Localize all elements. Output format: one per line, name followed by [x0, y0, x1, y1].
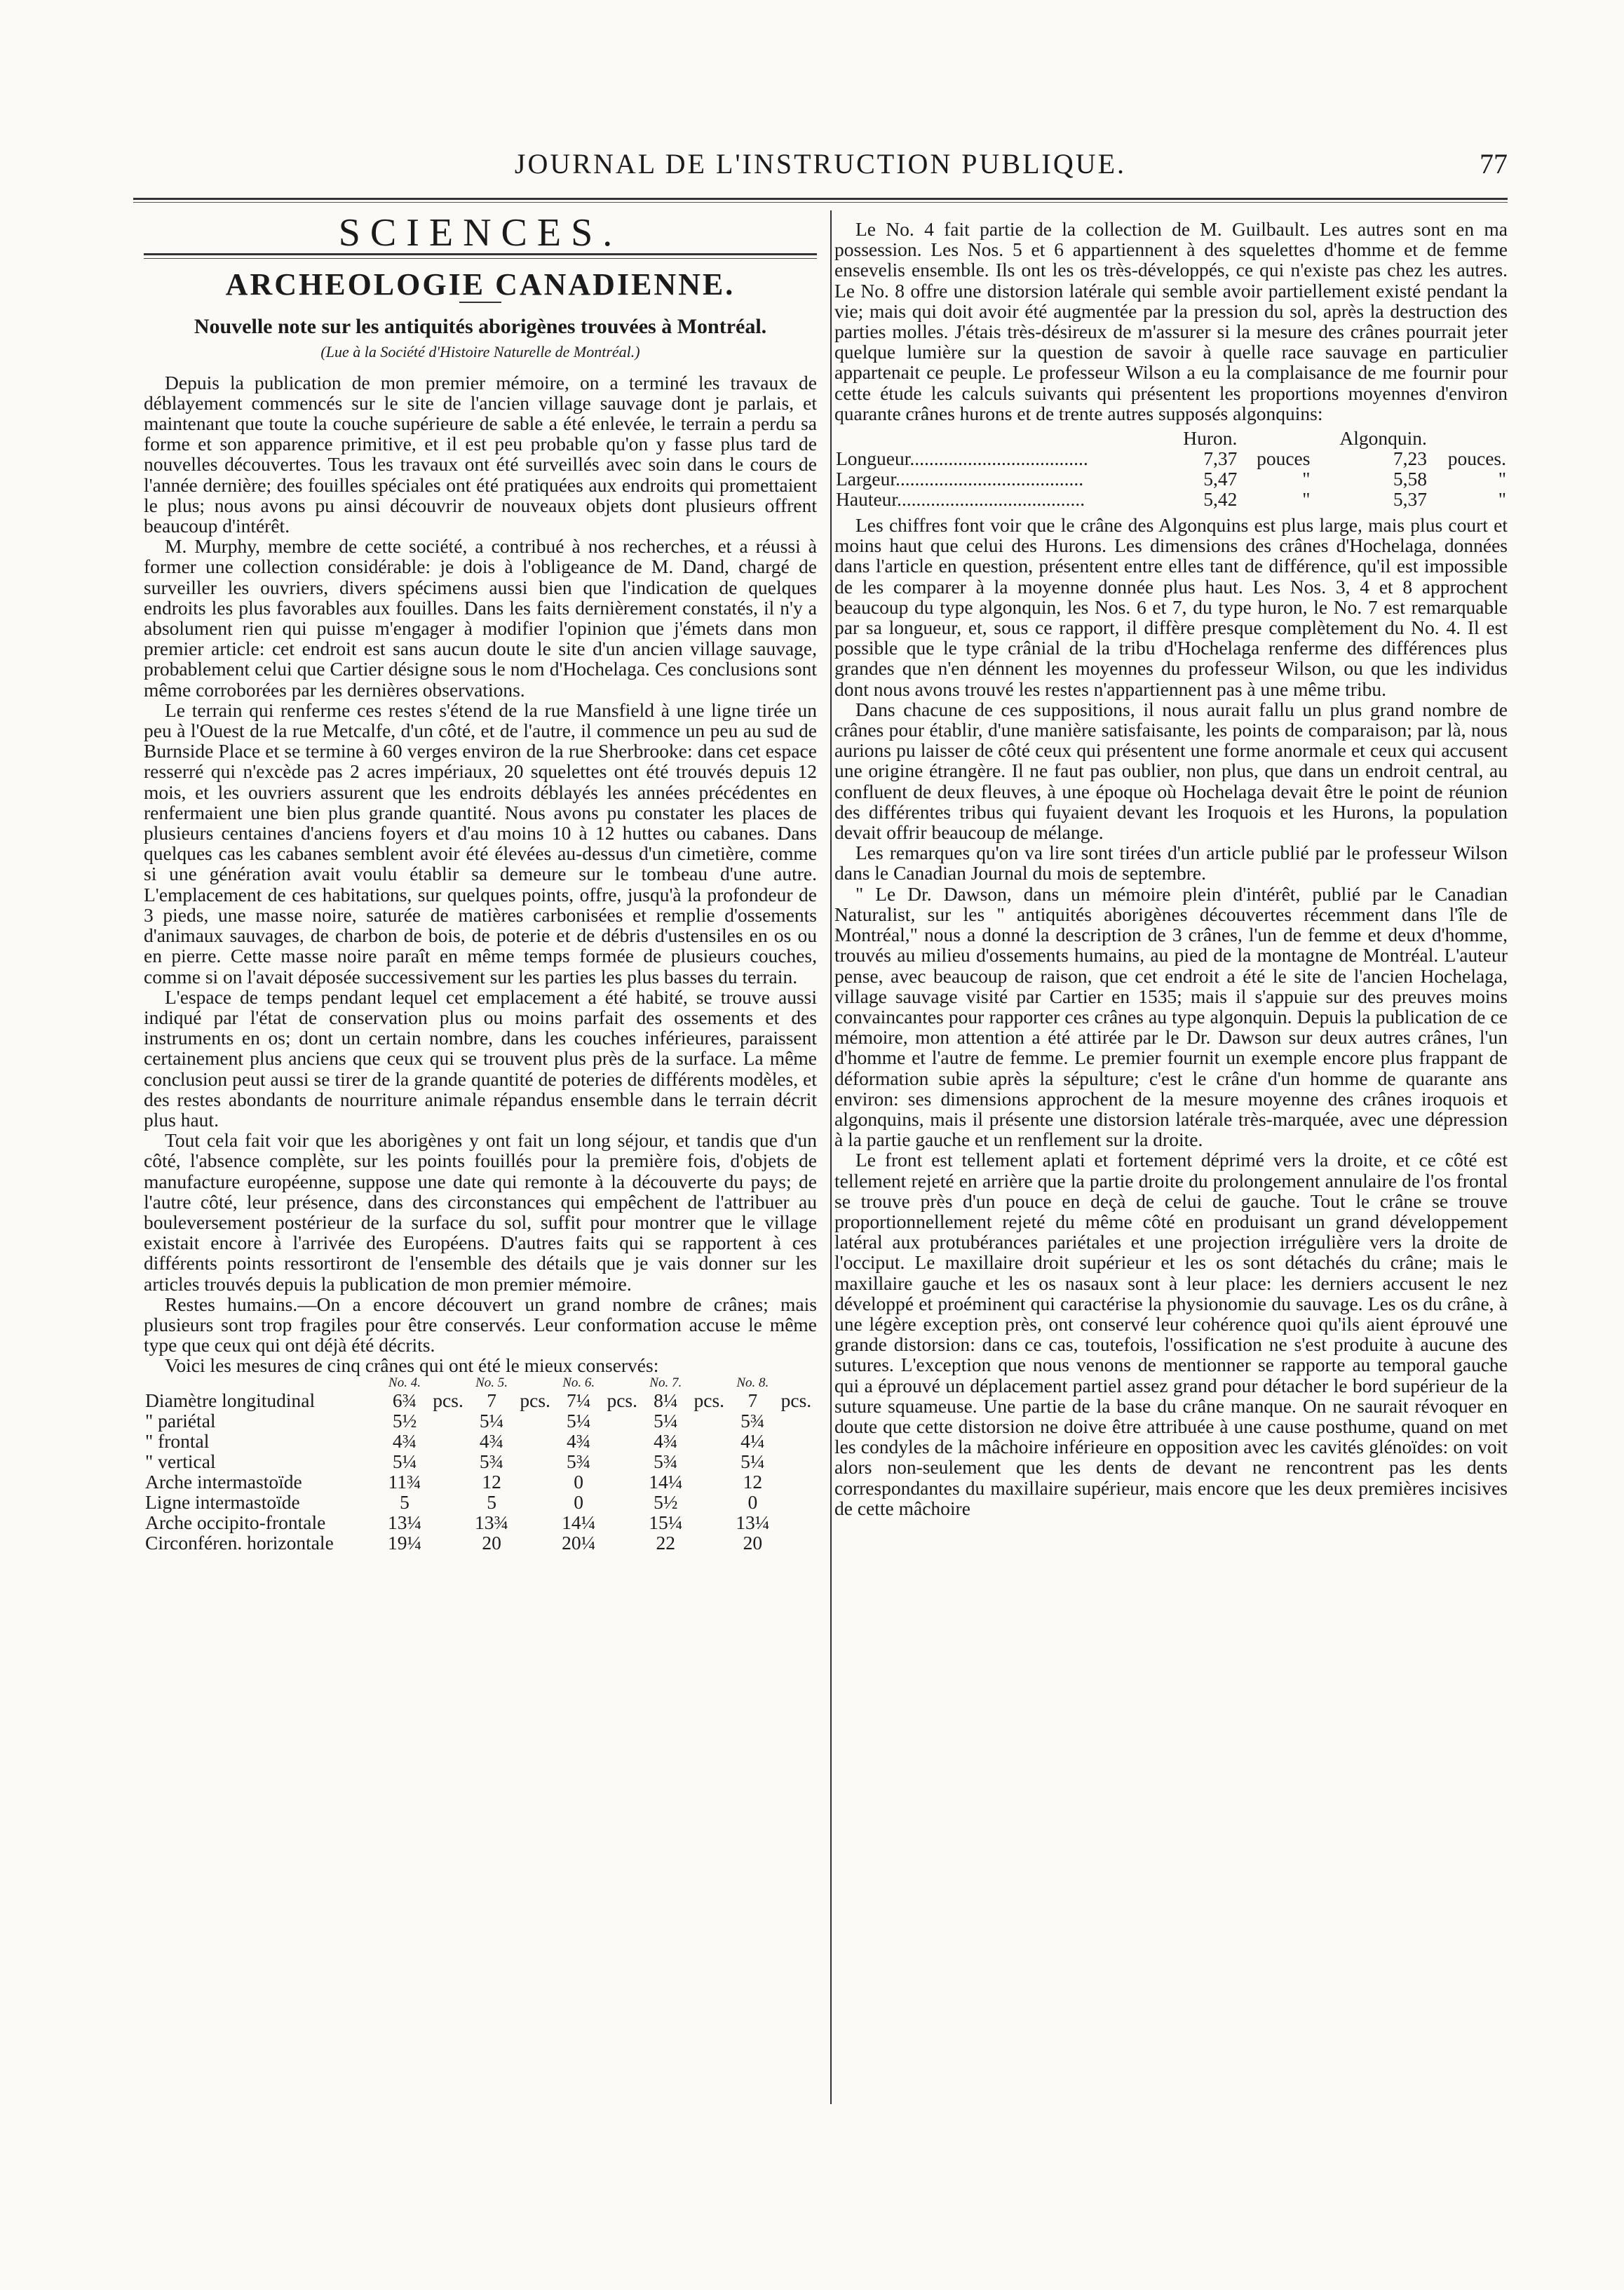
paragraph: Voici les mesures de cinq crânes qui ont été le mieux conservés: — [165, 1354, 659, 1377]
left-column — [144, 211, 817, 1554]
paragraph: Les remarques qu'on va lire sont tirées d'un article publié par le professeur Wilson dans le Canadian Journal du mois de septembre. — [834, 842, 1508, 884]
table-cell: pcs. — [607, 1389, 637, 1411]
table-cell — [515, 1492, 556, 1512]
paragraph: Les chiffres font voir que le crâne des Algonquins est plus large, mais plus court et moins haut que celui des Hurons. Les dimensions des crânes d'Hochelaga, données dans l'article en question, présentent entre elles tant de différence, qu'il est impossible de les comparer à la moyenne donnée plus haut. Les Nos. 3, 4 et 8 approchent beaucoup du type algonquin, les Nos. 6 et 7, du type huron, le No. 7 est remarquable par sa longueur, et, sous ce rapport, il diffère presque complètement du No. 4. Il est possible que le type crânial de la tribu d'Hochelaga renferme des différences plus grandes que n'en dénnent les moyennes du professeur Wilson, ou que les individus dont nous avons trouvé les restes n'appartiennent pas à une même tribu. — [834, 514, 1508, 700]
article-subtitle: Nouvelle note sur les antiquités aborigènes trouvées à Montréal. — [194, 315, 767, 339]
table-cell — [602, 1451, 643, 1471]
table-cell: 0 — [747, 1490, 758, 1513]
table-header-cell: Algonquin. — [1339, 427, 1427, 450]
table-cell — [602, 1533, 643, 1553]
table-header-cell — [1238, 428, 1311, 448]
table-header-cell: No. 4. — [388, 1375, 421, 1390]
article-title: ARCHEOLOGIE CANADIENNE. — [225, 267, 736, 302]
read-note: (Lue à la Société d'Histoire Naturelle de Montréal.) — [320, 343, 640, 361]
table-cell — [776, 1471, 817, 1492]
table-cell: 4¾ — [392, 1429, 417, 1452]
table-cell — [515, 1512, 556, 1533]
table-cell — [427, 1410, 468, 1431]
table-cell: Largeur....................................... — [836, 468, 1084, 490]
header-rule — [133, 198, 1508, 200]
table-cell: " frontal — [145, 1429, 210, 1452]
table-row — [834, 448, 1508, 469]
table-cell: 5,37 — [1393, 488, 1427, 511]
table-cell — [776, 1512, 817, 1533]
page-number: 77 — [1480, 148, 1508, 180]
table-cell: 0 — [574, 1490, 584, 1513]
table-row — [834, 469, 1508, 489]
table-header-cell: No. 6. — [562, 1375, 595, 1390]
table-cell: 7 — [747, 1389, 758, 1411]
table-cell: 12 — [743, 1470, 763, 1493]
paragraph: Restes humains.—On a encore découvert un grand nombre de crânes; mais plusieurs sont trop fragiles pour être conservés. Leur conformation accuse le même type que ceux qui ont déjà été décrits. — [144, 1293, 817, 1356]
table-cell — [776, 1492, 817, 1512]
paragraph: " Le Dr. Dawson, dans un mémoire plein d'intérêt, publié par le Canadian Naturalist, sur les " antiquités aborigènes découvertes récemment dans l'île de Montréal," nous a donné la description de 3 crânes, l'un de femme et deux d'homme, trouvés au milieu d'ossements humains, au pied de la montagne de Montréal. L'auteur pense, avec beaucoup de raison, que cet endroit a été le site de l'ancien Hochelaga, village sauvage visité par Cartier en 1535; mais il s'appuie sur des preuves moins convaincantes pour rapporter ces crânes au type algonquin. Depuis la publication de ce mémoire, mon attention a été attirée par le Dr. Dawson sur deux autres crânes, l'un d'homme et l'autre de femme. Le premier fournit un exemple encore plus frappant de déformation subie après la sépulture; c'est le crâne d'un homme de quarante ans environ: ses dimensions approchent de la mesure moyenne des crânes iroquois et algonquins, mais il présente une distorsion latérale très-marquée, avec une dépression à la partie gauche et un renflement sur la droite. — [834, 882, 1508, 1151]
table-cell: 12 — [482, 1470, 501, 1493]
table-cell — [776, 1410, 817, 1431]
table-cell: 20 — [743, 1531, 763, 1554]
table-cell: 0 — [574, 1470, 584, 1493]
table-cell: pcs. — [693, 1389, 725, 1411]
table-cell: Diamètre longitudinal — [145, 1389, 316, 1411]
huron-algonquin-body — [834, 448, 1508, 509]
table-cell — [427, 1431, 468, 1451]
table-cell: 8¼ — [654, 1389, 678, 1411]
paragraph: Depuis la publication de mon premier mémoire, on a terminé les travaux de déblayement commencés sur le site de l'ancien village sauvage dont je parlais, et maintenant que toute la couche supérieure de sable a été enlevée, le terrain a perdu sa forme et son apparence primitive, et il est peu probable qu'on y fasse plus tard de nouvelles découvertes. Tous les travaux ont été surveillés avec soin dans le cours de l'année dernière; des fouilles spéciales ont été pratiquées aux endroits qui promettaient le plus; nous avons pu ainsi découvrir de nouveaux objets dont plusieurs offrent beaucoup d'intérêt. — [144, 371, 817, 537]
table-cell — [776, 1431, 817, 1451]
table-cell — [689, 1512, 730, 1533]
table-cell: Arche occipito-frontale — [145, 1511, 326, 1533]
skull-measure-table — [144, 1376, 817, 1553]
table-header-cell — [776, 1376, 817, 1390]
paragraph: Le No. 4 fait partie de la collection de M. Guilbault. Les autres sont en ma possession. Les Nos. 5 et 6 appartiennent à des squelettes d'homme et de femme ensevelis ensemble. Ils ont les os très-développés, ce qui n'existe pas chez les autres. Le No. 8 offre une distorsion latérale qui semble avoir partiellement existé pendant la vie; mais qui doit avoir été augmentée par la pression du sol, après la destruction des parties molles. J'étais très-désireux de m'assurer si la mesure des crânes pourrait jeter quelque lumière sur la question de savoir à quelle race sauvage en particulier appartenait ce peuple. Le professeur Wilson a eu la complaisance de me fournir pour cette étude les calculs suivants qui présentent les proportions moyennes d'environ quarante crânes hurons et de trente autres supposés algonquins: — [834, 218, 1508, 424]
table-cell: 4¾ — [479, 1429, 504, 1452]
table-header-cell — [602, 1376, 643, 1390]
table-header-cell — [427, 1376, 468, 1390]
paragraph: Le terrain qui renferme ces restes s'étend de la rue Mansfield à une ligne tirée un peu à l'Ouest de la rue Metcalfe, d'un côté, et de l'autre, il commence un peu au sud de Burnside Place et se termine à 60 verges environ de la rue Sherbrooke: dans cet espace resserré qui n'excède pas 2 acres impériaux, 20 squelettes ont été trouvés depuis 12 mois, et les ouvriers assurent que les endroits déblayés les années précédentes en renfermaient une bien plus grande quantité. Nous avons pu constater les places de plusieurs centaines d'anciens foyers et d'au moins 10 à 12 huttes ou cabanes. Dans quelques cas les cabanes semblent avoir été élevées au-dessus d'un cimetière, comme si une génération avait voulu établir sa demeure sur le tombeau d'une autre. L'emplacement de ces habitations, sur quelques points, offre, jusqu'à la profondeur de 3 pieds, une masse noire, saturée de matières carbonisées et remplie d'ossements d'animaux sauvages, de charbon de bois, de poterie et de débris d'ustensiles en os ou en pierre. Cette masse noire paraît en même temps formée de plusieurs couches, comme si on l'avait déposée successivement sur les parties les plus basses du terrain. — [144, 699, 817, 988]
table-cell: " vertical — [145, 1450, 216, 1472]
table-cell: 5¼ — [392, 1450, 417, 1472]
table-cell: " — [1302, 468, 1311, 490]
table-header-cell: No. 5. — [475, 1375, 508, 1390]
table-cell: 11¾ — [388, 1470, 421, 1493]
table-cell — [689, 1492, 730, 1512]
table-cell: 19¼ — [387, 1531, 422, 1554]
paragraph: Dans chacune de ces suppositions, il nous aurait fallu un plus grand nombre de crânes pour établir, d'une manière satisfaisante, les points de comparaison; par là, nous aurions pu laisser de côté ceux qui présentent une forme anormale et ceux qui accusent une origine étrangère. Il ne faut pas oublier, non plus, que dans un endroit central, au confluent de deux fleuves, à une époque où Hochelaga devait être le point de réunion des différentes tribus qui fuyaient devant les Iroquois et les Hurons, la population devait offrir beaucoup de mélange. — [834, 698, 1508, 844]
table-cell: 5½ — [392, 1409, 417, 1432]
table-cell: 7,23 — [1393, 447, 1427, 470]
table-cell: pcs. — [433, 1389, 463, 1411]
table-row — [144, 1492, 817, 1512]
column-divider — [830, 210, 832, 2104]
table-cell: 4¾ — [566, 1429, 591, 1452]
table-cell: Arche intermastoïde — [145, 1470, 302, 1493]
section-title: SCIENCES. — [338, 211, 623, 255]
table-cell: 4¼ — [740, 1429, 765, 1452]
journal-title: JOURNAL DE L'INSTRUCTION PUBLIQUE. — [514, 148, 1127, 180]
table-cell — [689, 1533, 730, 1553]
table-cell: 5,42 — [1203, 488, 1238, 511]
page-header — [133, 147, 1508, 189]
table-header-cell — [1428, 428, 1508, 448]
table-cell: " pariétal — [145, 1409, 216, 1432]
table-cell: 5,58 — [1393, 468, 1427, 490]
table-cell: " — [1302, 488, 1311, 511]
table-cell: 20 — [482, 1531, 501, 1554]
table-cell: Ligne intermastoïde — [145, 1490, 300, 1513]
table-cell: 14¼ — [649, 1470, 683, 1493]
huron-algonquin-table — [834, 428, 1508, 509]
table-row — [144, 1512, 817, 1533]
table-cell: 14¼ — [562, 1511, 596, 1533]
table-cell: " — [1498, 488, 1506, 511]
table-cell — [602, 1492, 643, 1512]
table-row — [144, 1471, 817, 1492]
paragraph: L'espace de temps pendant lequel cet emplacement a été habité, se trouve aussi indiqué par l'état de conservation plus ou moins parfait des ossements et des instruments en os; dont un certain nombre, dans les couches inférieures, paraissent certainement plus anciens que ceux qui se trouvent plus près de la surface. La même conclusion peut aussi se tirer de la grande quantité de poteries de différents modèles, et des restes abondants de nourriture animale répandus ensemble dans le terrain décrit plus haut. — [144, 985, 817, 1131]
table-cell: pouces — [1257, 447, 1311, 470]
table-cell — [602, 1471, 643, 1492]
table-cell: " — [1498, 468, 1506, 490]
table-cell — [515, 1471, 556, 1492]
table-cell — [602, 1410, 643, 1431]
table-cell: 5¾ — [566, 1450, 591, 1472]
table-cell: 5¼ — [654, 1409, 678, 1432]
table-row — [144, 1410, 817, 1431]
table-cell: pouces. — [1447, 447, 1506, 470]
table-cell: 4¾ — [654, 1429, 678, 1452]
table-cell — [427, 1512, 468, 1533]
table-cell: 7 — [487, 1389, 496, 1411]
table-cell: 5 — [487, 1490, 496, 1513]
table-cell: 5¾ — [740, 1409, 765, 1432]
paragraph: Le front est tellement aplati et fortement déprimé vers la droite, et ce côté est tellement rejeté en arrière que la partie droite du prolongement annulaire de l'os frontal se trouve près d'un pouce en deçà de celui de gauche. Tout le crâne se trouve proportionnellement rejeté du même côté en produisant un grand développement latéral aux protubérances pariétales et une projection irrégulière vers la droite de l'occiput. Le maxillaire droit supérieur et les os sont détachés du crâne; mais le maxillaire gauche et les os nasaux sont à leur place: les derniers accusent le nez développé et proéminent qui caractérise la physionomie du sauvage. Les os du crâne, à une légère exception près, ont conservé leur cohérence quoi qu'ils aient éprouvé une grande distorsion: dans ce cas, toutefois, l'ossification ne s'est produite à aucune des sutures. L'exception que nous venons de mentionner se rapporte au temporal gauche qui a éprouvé un déplacement partiel assez grand pour détacher le bord supérieur de la suture squameuse. Une partie de la base du crâne manque. On ne saurait révoquer en doute que cette distorsion ne doive être attribuée à une cause posthume, quand on met les condyles de la mâchoire inférieure en opposition avec les cavités glénoïdes: on voit alors non-seulement que les dents de devant ne rencontrent pas les dents correspondantes du maxillaire supérieur, mais encore que les deux premières incisives de cette mâchoire — [834, 1149, 1508, 1519]
header-rule-thin — [133, 202, 1508, 203]
table-header-cell — [144, 1376, 382, 1390]
table-cell: 5½ — [654, 1490, 678, 1513]
table-header-row — [834, 428, 1508, 448]
table-cell: 7¼ — [566, 1389, 591, 1411]
table-header-cell: Huron. — [1183, 427, 1238, 450]
table-cell — [515, 1533, 556, 1553]
table-cell — [427, 1533, 468, 1553]
table-cell — [689, 1431, 730, 1451]
table-cell: 5 — [400, 1490, 410, 1513]
table-cell — [689, 1471, 730, 1492]
table-header-row — [144, 1376, 817, 1390]
table-cell: 5¼ — [740, 1450, 765, 1472]
table-row — [144, 1533, 817, 1553]
table-cell: 5¼ — [479, 1409, 504, 1432]
table-cell: 6¾ — [392, 1389, 417, 1411]
table-row — [144, 1390, 817, 1410]
table-cell: 5¼ — [566, 1409, 591, 1432]
table-cell: 5,47 — [1203, 468, 1238, 490]
table-cell: 13¼ — [387, 1511, 422, 1533]
paragraph: M. Murphy, membre de cette société, a contribué à nos recherches, et a réussi à former une collection considérable: je dois à l'obligeance de M. Dand, chargé de surveiller les ouvriers, divers spécimens aussi bien que l'indication de quelques endroits les plus favorables aux fouilles. Dans les faits dernièrement constatés, il n'y a absolument rien qui puisse m'engager à modifier l'opinion que j'émets dans mon premier article: cet endroit est sans aucun doute le site d'un ancien village sauvage, probablement celui que Cartier désigne sous le nom d'Hochelaga. Ces conclusions sont même corroborées par les dernières observations. — [144, 535, 817, 701]
table-header-cell: No. 8. — [736, 1375, 769, 1390]
table-cell — [776, 1533, 817, 1553]
table-header-cell: No. 7. — [649, 1375, 682, 1390]
table-cell — [515, 1431, 556, 1451]
table-cell: 7,37 — [1203, 447, 1238, 470]
table-header-cell — [515, 1376, 556, 1390]
table-row — [834, 489, 1508, 509]
table-cell — [515, 1451, 556, 1471]
table-cell — [776, 1451, 817, 1471]
right-column — [834, 219, 1508, 1518]
table-cell: Circonféren. horizontale — [145, 1531, 334, 1554]
table-cell: 5¾ — [479, 1450, 504, 1472]
table-cell: 20¼ — [562, 1531, 596, 1554]
paragraph: Tout cela fait voir que les aborigènes y ont fait un long séjour, et tandis que d'un côté, l'absence complète, sur les points fouillés pour la première fois, d'objets de manufacture européenne, suppose une date qui remonte à la découverte du pays; de l'autre côté, leur présence, dans des circonstances qui empêchent de l'attribuer au bouleversement postérieur de la surface du sol, suffit pour montrer que le village existait encore à l'arrivée des Européens. D'autres faits qui se rapportent à ces différents points ressortiront de l'ensemble des détails que je vais donner sur les articles trouvés depuis la publication de mon premier mémoire. — [144, 1129, 817, 1295]
table-header-cell — [834, 428, 1165, 448]
table-cell — [515, 1410, 556, 1431]
table-row — [144, 1451, 817, 1471]
table-cell: Hauteur....................................... — [836, 488, 1085, 511]
table-cell: 22 — [656, 1531, 675, 1554]
table-row — [144, 1431, 817, 1451]
table-cell: 5¾ — [654, 1450, 678, 1472]
table-cell — [602, 1512, 643, 1533]
table-cell — [427, 1471, 468, 1492]
table-cell: pcs. — [780, 1389, 812, 1411]
table-cell: Longueur..................................... — [836, 447, 1088, 470]
table-cell: 13¾ — [475, 1511, 509, 1533]
skull-measure-body — [144, 1390, 817, 1553]
table-cell: 15¼ — [649, 1511, 683, 1533]
table-cell: pcs. — [520, 1389, 550, 1411]
table-cell: 13¼ — [736, 1511, 770, 1533]
table-cell — [602, 1431, 643, 1451]
table-cell — [427, 1492, 468, 1512]
table-cell — [689, 1451, 730, 1471]
table-header-cell — [689, 1376, 730, 1390]
table-cell — [689, 1410, 730, 1431]
table-cell — [427, 1451, 468, 1471]
title-rule — [459, 302, 501, 303]
